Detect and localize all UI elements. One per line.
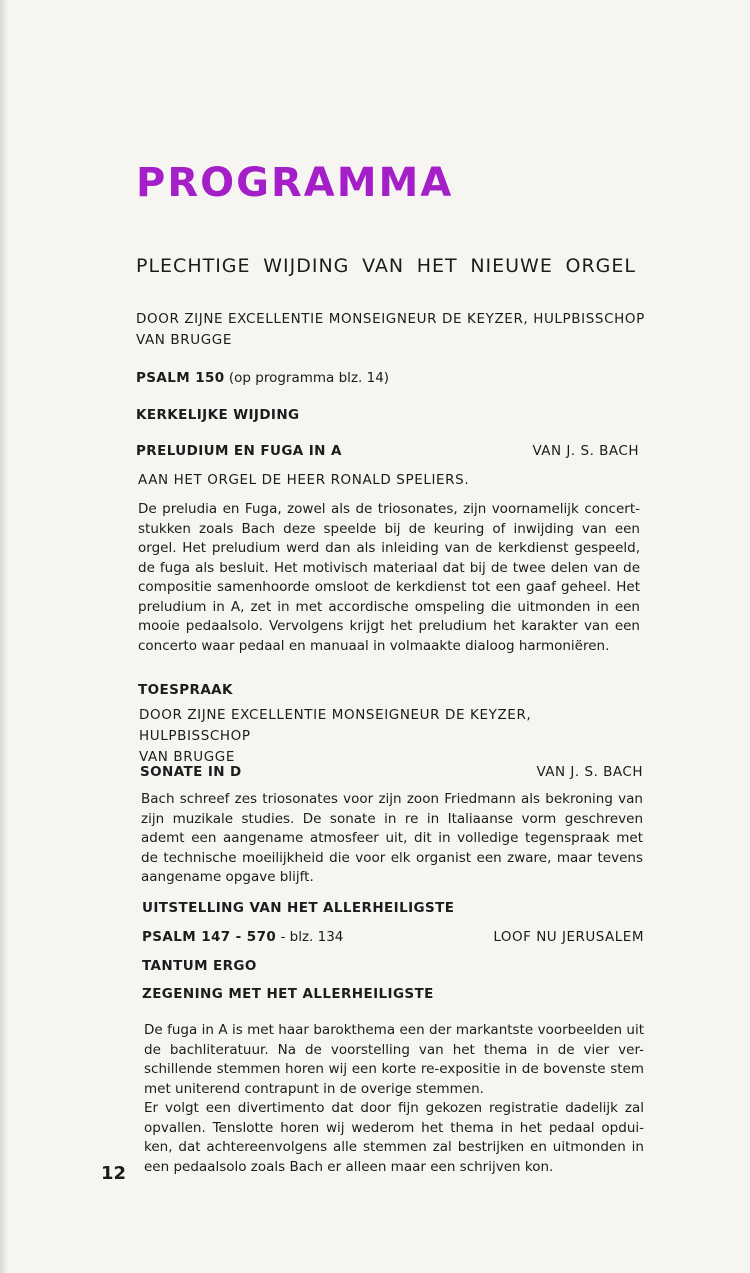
uitstelling: UITSTELLING VAN HET ALLERHEILIGSTE <box>142 900 455 916</box>
psalm-147-left <box>142 929 343 945</box>
subtitle-word: ORGEL <box>565 255 636 277</box>
preludium-performer: AAN HET ORGEL DE HEER RONALD SPELIERS. <box>138 472 470 488</box>
dedication-line: DOOR ZIJNE EXCELLENTIE MONSEIGNEUR DE KEYZER, HULPBISSCHOP <box>136 311 645 327</box>
subtitle-word: VAN <box>362 255 405 277</box>
sonate-composer: VAN J. S. BACH <box>536 764 643 780</box>
dedication <box>136 309 646 351</box>
sonate-heading <box>140 764 643 780</box>
toespraak-speaker <box>139 705 644 768</box>
subtitle-word: PLECHTIGE <box>136 255 251 277</box>
page-edge <box>0 0 8 1273</box>
tantum-ergo: TANTUM ERGO <box>142 958 257 974</box>
psalm-147-hymn: LOOF NU JERUSALEM <box>493 929 644 945</box>
toespraak-line: DOOR ZIJNE EXCELLENTIE MONSEIGNEUR DE KEYZER, HULPBISSCHOP <box>139 707 532 744</box>
psalm-147 <box>142 929 644 945</box>
fuga-text-2: Er volgt een divertimento dat door fijn gekozen registratie dadelijk zal opvallen. Tenslotte horen wij wederom het thema in het pedaal opdui-ken, dat achtereenvolgens alle stemmen zal bestrijken en uitmonden in een pedaalsolo zoals Bach er alleen maar een schrijven kon. <box>144 1100 644 1175</box>
preludium-title: PRELUDIUM EN FUGA IN A <box>136 443 342 459</box>
subtitle <box>136 255 636 277</box>
toespraak-line: VAN BRUGGE <box>139 749 235 765</box>
fuga-text-1: De fuga in A is met haar barokthema een der markantste voorbeelden uit de bachliteratuur. Na de voorstelling van het thema in de vier ver-schillende stemmen horen wij een korte re-expositie in de bovenste stem met uniterend contrapunt in de overige stemmen. <box>144 1022 644 1097</box>
psalm-150 <box>136 370 389 386</box>
page-number: 12 <box>101 1163 127 1184</box>
dedication-line: VAN BRUGGE <box>136 332 232 348</box>
psalm-150-label: PSALM 150 <box>136 370 225 386</box>
subtitle-word: HET <box>416 255 458 277</box>
preludium-heading <box>136 443 639 459</box>
subtitle-word: WIJDING <box>263 255 350 277</box>
psalm-147-note: - blz. 134 <box>280 929 344 945</box>
sonate-title: SONATE IN D <box>140 764 242 780</box>
toespraak-title: TOESPRAAK <box>138 682 233 698</box>
preludium-text: De preludia en Fuga, zowel als de triosonates, zijn voornamelijk concert-stukken zoals Bach deze speelde bij de keuring of inwijding van een orgel. Het preludium werd dan als inleiding van de kerkdienst gespeeld, de fuga als besluit. Het motivisch materiaal dat bij de twee delen van de compositie samenhoorde omsloot de kerkdienst tot een gaaf geheel. Het preludium in A, zet in met accordische omspeling die uitmonden in een mooie pedaalsolo. Vervolgens krijgt het preludium het karakter van een concerto waar pedaal en manuaal in volmaakte dialoog harmoniëren. <box>138 501 640 654</box>
preludium-composer: VAN J. S. BACH <box>532 443 639 459</box>
sonate-text: Bach schreef zes triosonates voor zijn zoon Friedmann als bekroning van zijn muzikale studies. De sonate in re in Italiaanse vorm geschreven ademt een aangename atmosfeer uit, dit in volledige tegenspraak met de technische moeilijkheid die voor elk organist een zware, maar tevens aangename opgave blijft. <box>141 791 643 885</box>
psalm-150-note: (op programma blz. 14) <box>228 370 390 386</box>
kerkelijke-wijding: KERKELIJKE WIJDING <box>136 407 300 423</box>
page-title: PROGRAMMA <box>136 160 454 206</box>
zegening: ZEGENING MET HET ALLERHEILIGSTE <box>142 986 434 1002</box>
psalm-147-label: PSALM 147 - 570 <box>142 929 277 945</box>
subtitle-word: NIEUWE <box>470 255 553 277</box>
